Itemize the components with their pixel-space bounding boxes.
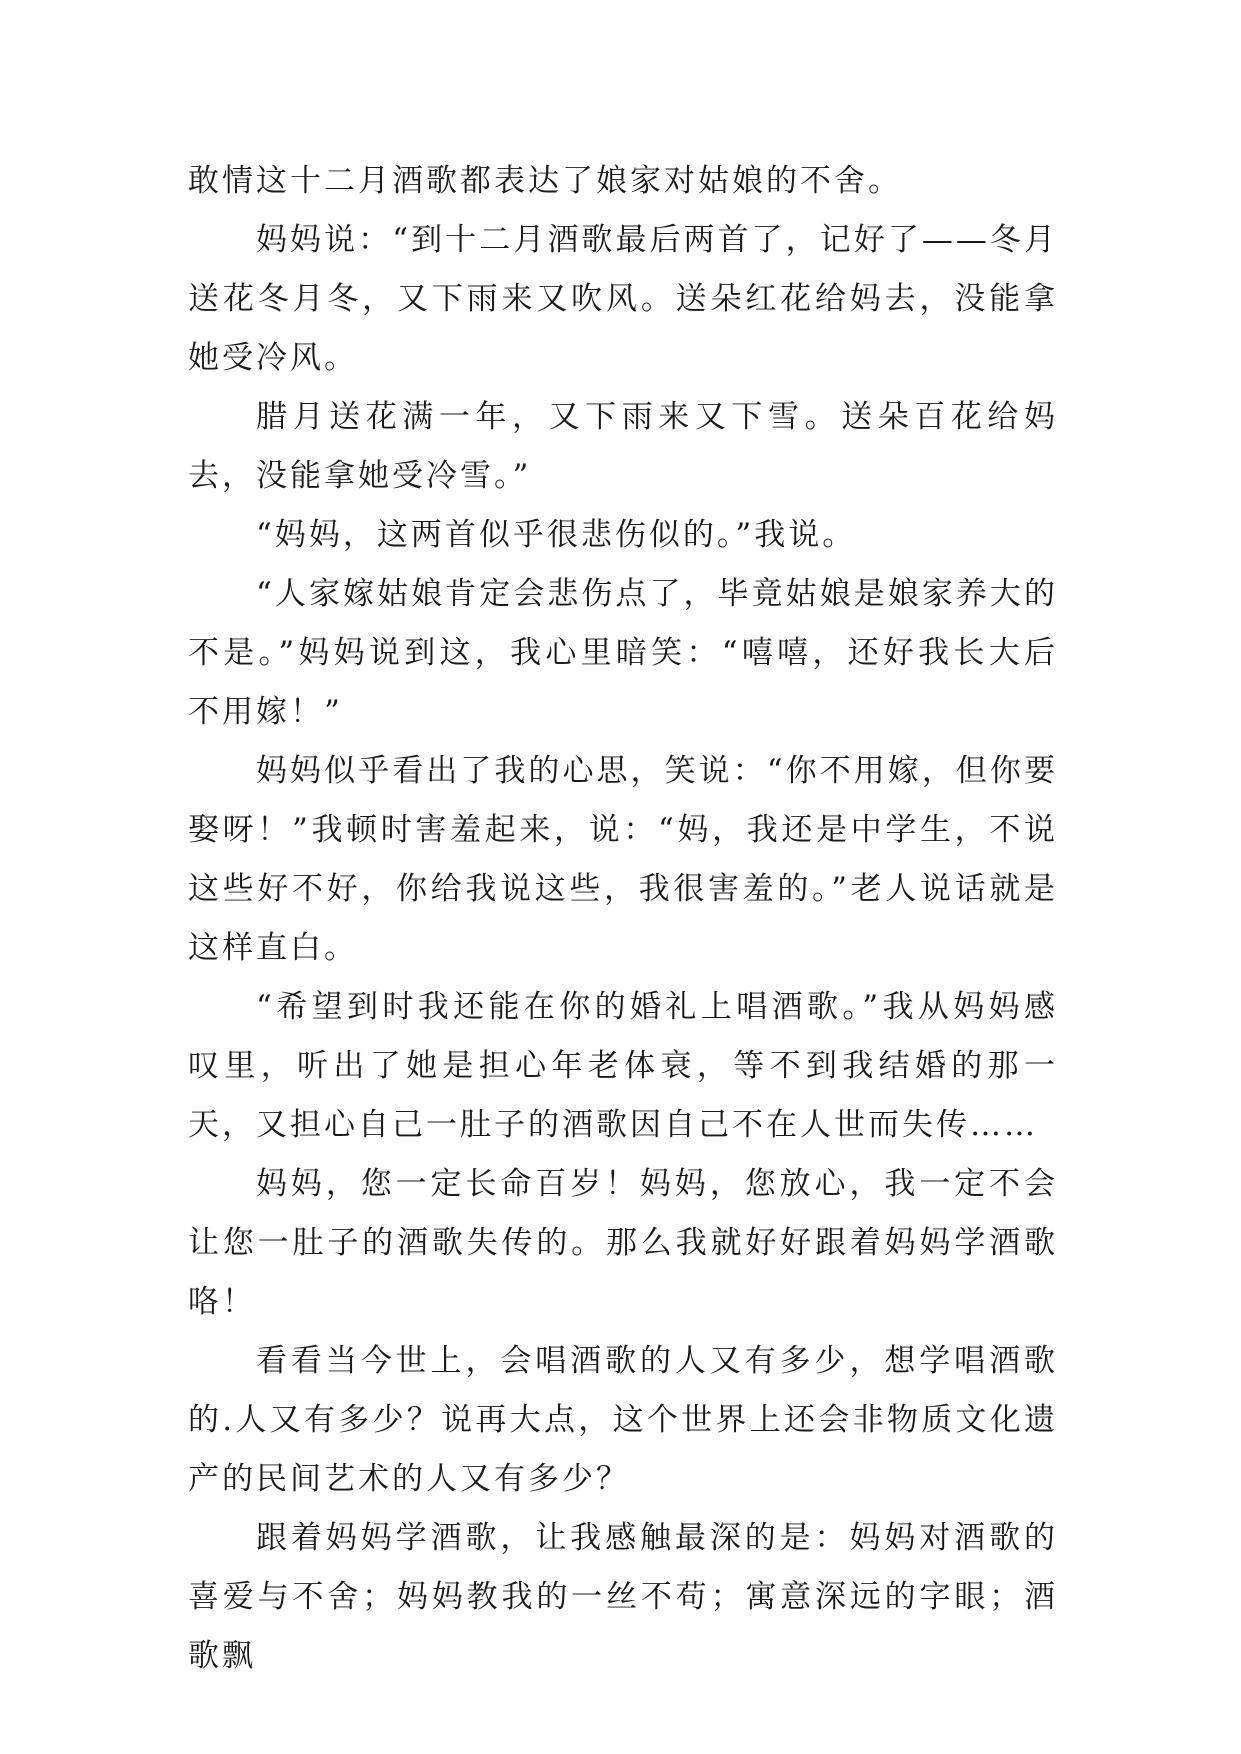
paragraph: 看看当今世上，会唱酒歌的人又有多少，想学唱酒歌的.人又有多少？说再大点，这个世界上还会非物质文化遗产的民间艺术的人又有多少？	[188, 1343, 1058, 1497]
paragraph: 腊月送花满一年，又下雨来又下雪。送朵百花给妈去，没能拿她受冷雪。”	[188, 399, 1058, 494]
paragraph: “人家嫁姑娘肯定会悲伤点了，毕竟姑娘是娘家养大的不是。”妈妈说到这，我心里暗笑：“嘻嘻，还好我长大后不用嫁！”	[188, 576, 1058, 730]
paragraph: “妈妈，这两首似乎很悲伤似的。”我说。	[256, 517, 857, 553]
paragraph: 敢情这十二月酒歌都表达了娘家对姑娘的不舍。	[188, 163, 902, 199]
paragraph: 妈妈似乎看出了我的心思，笑说：“你不用嫁，但你要娶呀！”我顿时害羞起来，说：“妈，我还是中学生，不说这些好不好，你给我说这些，我很害羞的。”老人说话就是这样直白。	[188, 753, 1058, 966]
document-body	[188, 152, 1058, 1686]
paragraph: 妈妈说：“到十二月酒歌最后两首了，记好了——冬月送花冬月冬，又下雨来又吹风。送朵红花给妈去，没能拿她受冷风。	[188, 222, 1058, 376]
paragraph: 妈妈，您一定长命百岁！妈妈，您放心，我一定不会让您一肚子的酒歌失传的。那么我就好好跟着妈妈学酒歌咯！	[188, 1166, 1058, 1320]
paragraph: “希望到时我还能在你的婚礼上唱酒歌。”我从妈妈感叹里，听出了她是担心年老体衰，等不到我结婚的那一天，又担心自己一肚子的酒歌因自己不在人世而失传……	[188, 989, 1058, 1143]
paragraph: 跟着妈妈学酒歌，让我感触最深的是：妈妈对酒歌的喜爱与不舍；妈妈教我的一丝不苟；寓意深远的字眼；酒歌飘	[188, 1520, 1058, 1674]
